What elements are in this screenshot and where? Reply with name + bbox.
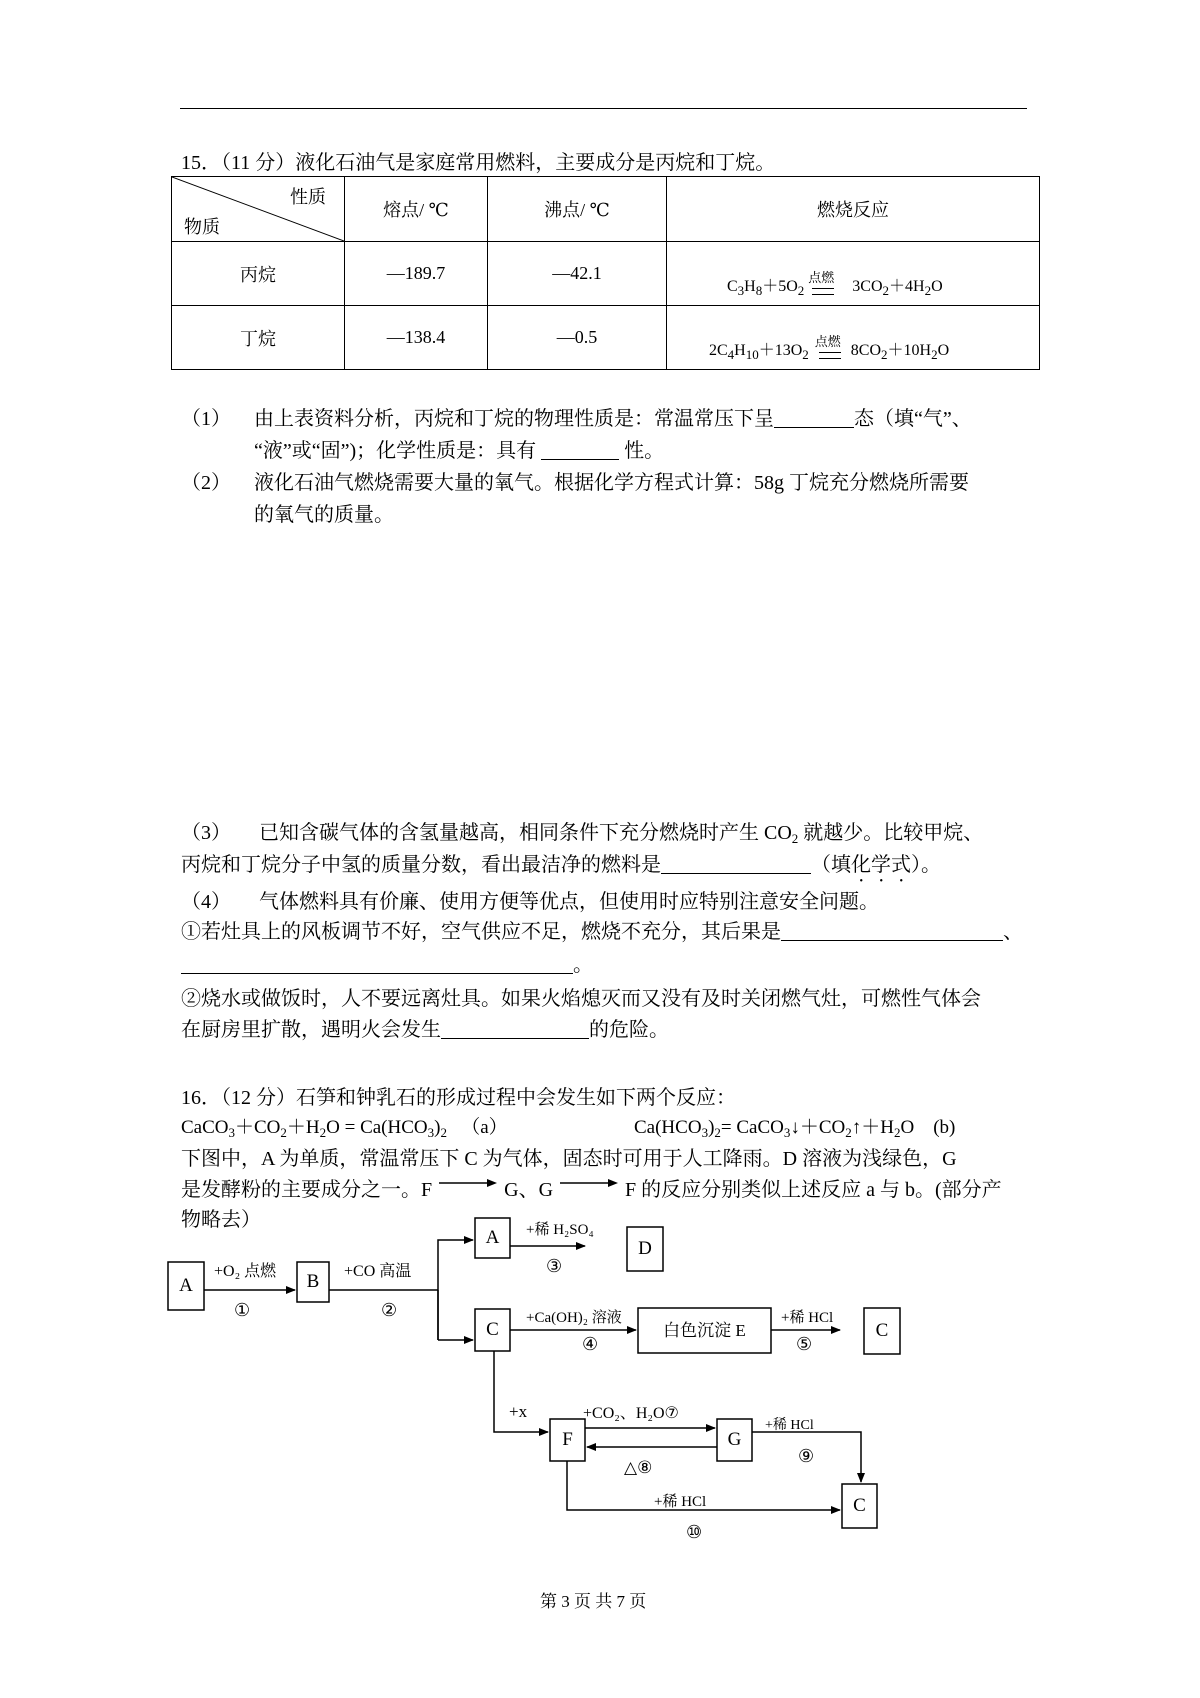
node-C1: C bbox=[486, 1319, 499, 1340]
node-E: 白色沉淀 E bbox=[663, 1321, 746, 1340]
properties-table bbox=[171, 176, 1040, 370]
q15-part1-num: （1） bbox=[181, 408, 231, 430]
q15-part4-line2: ①若灶具上的风板调节不好，空气供应不足，燃烧不充分，其后果是 、 bbox=[181, 921, 1023, 943]
answer-blank-cleanest-fuel[interactable] bbox=[661, 853, 811, 874]
node-C3: C bbox=[853, 1495, 866, 1516]
step-2: ② bbox=[381, 1300, 398, 1320]
node-B: B bbox=[306, 1271, 320, 1292]
node-A2: A bbox=[485, 1227, 500, 1248]
node-F: F bbox=[562, 1429, 573, 1450]
step-4: ④ bbox=[582, 1334, 599, 1354]
q15-part2-line2: 的氧气的质量。 bbox=[254, 504, 394, 526]
col-header-melting: 熔点/ ℃ bbox=[345, 177, 488, 242]
row-boiling: —42.1 bbox=[488, 242, 667, 306]
condition-label: 点燃 bbox=[814, 334, 841, 349]
step-1: ① bbox=[234, 1300, 251, 1320]
label-x: +x bbox=[509, 1402, 528, 1421]
q15-part1-line2: “液”或“固”)；化学性质是：具有 性。 bbox=[254, 440, 665, 462]
row-melting: —138.4 bbox=[345, 306, 488, 370]
arrow-icon bbox=[558, 1176, 620, 1190]
label-10: +稀 HCl bbox=[654, 1494, 707, 1510]
corner-top-label: 性质 bbox=[290, 187, 326, 207]
node-C2: C bbox=[875, 1320, 889, 1341]
row-reaction bbox=[667, 242, 1040, 306]
q15-part4-line3: 。 bbox=[181, 950, 593, 980]
label-1: +O₂ 点燃 bbox=[214, 1263, 277, 1280]
q15-part3-line1: （3） 已知含碳气体的含氢量越高，相同条件下充分燃烧时产生 $CO_2$ 就越少。比较甲烷、 bbox=[181, 822, 984, 846]
label-2: +CO 高温 bbox=[344, 1263, 412, 1280]
label-7: +CO₂、H₂O⑦ bbox=[583, 1405, 679, 1422]
col-header-boiling: 沸点/ ℃ bbox=[488, 177, 667, 242]
row-boiling: —0.5 bbox=[488, 306, 667, 370]
row-name: 丙烷 bbox=[172, 242, 345, 306]
row-melting: —189.7 bbox=[345, 242, 488, 306]
label-3: +稀 H₂SO₄ bbox=[526, 1222, 594, 1238]
label-9: +稀 HCl bbox=[765, 1418, 814, 1433]
node-D: D bbox=[638, 1238, 652, 1259]
page-footer: 第 3 页 共 7 页 bbox=[540, 1592, 647, 1611]
table-row bbox=[172, 306, 1040, 370]
step-9: ⑨ bbox=[798, 1446, 815, 1466]
propane-equation: $C_3H_8+5O_2$ 点燃 $3CO_2+4H_2O$ bbox=[727, 270, 943, 298]
col-header-reaction: 燃烧反应 bbox=[667, 177, 1040, 242]
label-4: +Ca(OH)₂ 溶液 bbox=[526, 1310, 622, 1326]
q15-part4-line5: 在厨房里扩散，遇明火会发生 的危险。 bbox=[181, 1019, 669, 1041]
q15-part1-line1: 由上表资料分析，丙烷和丁烷的物理性质是：常温常压下呈 态（填“气”、 bbox=[254, 408, 972, 430]
header-rule bbox=[180, 108, 1027, 109]
row-name: 丁烷 bbox=[172, 306, 345, 370]
arrow-2-branch-up bbox=[438, 1240, 473, 1340]
answer-blank-consequence-1[interactable] bbox=[781, 920, 1003, 941]
node-A1: A bbox=[179, 1275, 193, 1296]
answer-blank-state[interactable] bbox=[774, 407, 854, 428]
condition-label: 点燃 bbox=[808, 270, 835, 285]
q16-line2: 是发酵粉的主要成分之一。F G、G F 的反应分别类似上述反应 a 与 b。(部分产 bbox=[181, 1175, 1002, 1205]
q16-header: 16．（12 分）石笋和钟乳石的形成过程中会发生如下两个反应： bbox=[181, 1087, 736, 1109]
row-reaction bbox=[667, 306, 1040, 370]
q16-equation-b: $Ca(HCO_3)_2=$ $CaCO_3↓+CO_2↑+H_2O$ (b) bbox=[634, 1117, 956, 1140]
q15-part3-line2: 丙烷和丁烷分子中氢的质量分数，看出最洁净的燃料是 （填化学式）。 bbox=[181, 854, 941, 876]
q15-header: 15．（11 分）液化石油气是家庭常用燃料，主要成分是丙烷和丁烷。 bbox=[181, 152, 776, 174]
label-5: +稀 HCl bbox=[781, 1310, 834, 1326]
q15-part4-line4: ②烧水或做饭时，人不要远离灶具。如果火焰熄灭而又没有及时关闭燃气灶，可燃性气体会 bbox=[181, 988, 981, 1010]
step-10: ⑩ bbox=[686, 1522, 703, 1542]
q15-part4-line1: （4） 气体燃料具有价廉、使用方便等优点，但使用时应特别注意安全问题。 bbox=[181, 891, 879, 913]
q16-line1: 下图中，A 为单质，常温常压下 C 为气体，固态时可用于人工降雨。D 溶液为浅绿色，G bbox=[181, 1148, 957, 1170]
node-G: G bbox=[727, 1429, 742, 1450]
step-3: ③ bbox=[546, 1256, 563, 1276]
butane-equation: $2C_4H_{10}+13O_2$ 点燃 $8CO_2+10H_2O$ bbox=[709, 334, 950, 362]
answer-blank-consequence-2[interactable] bbox=[181, 953, 573, 974]
arrow-icon bbox=[437, 1176, 499, 1190]
answer-blank-property[interactable] bbox=[541, 439, 619, 460]
step-5: ⑤ bbox=[796, 1334, 813, 1354]
q16-equation-a: $CaCO_3+CO_2+H_2O = Ca(HCO_3)_2$ （a） bbox=[181, 1117, 508, 1140]
label-8: △⑧ bbox=[624, 1458, 653, 1477]
q15-part2-line1: 液化石油气燃烧需要大量的氧气。根据化学方程式计算：58g 丁烷充分燃烧所需要 bbox=[254, 472, 969, 494]
table-corner bbox=[172, 177, 345, 242]
corner-bottom-label: 物质 bbox=[184, 217, 220, 237]
q15-part2-num: （2） bbox=[181, 472, 231, 494]
table-row bbox=[172, 242, 1040, 306]
answer-blank-danger[interactable] bbox=[441, 1018, 589, 1039]
q16-line3: 物略去） bbox=[181, 1209, 261, 1231]
